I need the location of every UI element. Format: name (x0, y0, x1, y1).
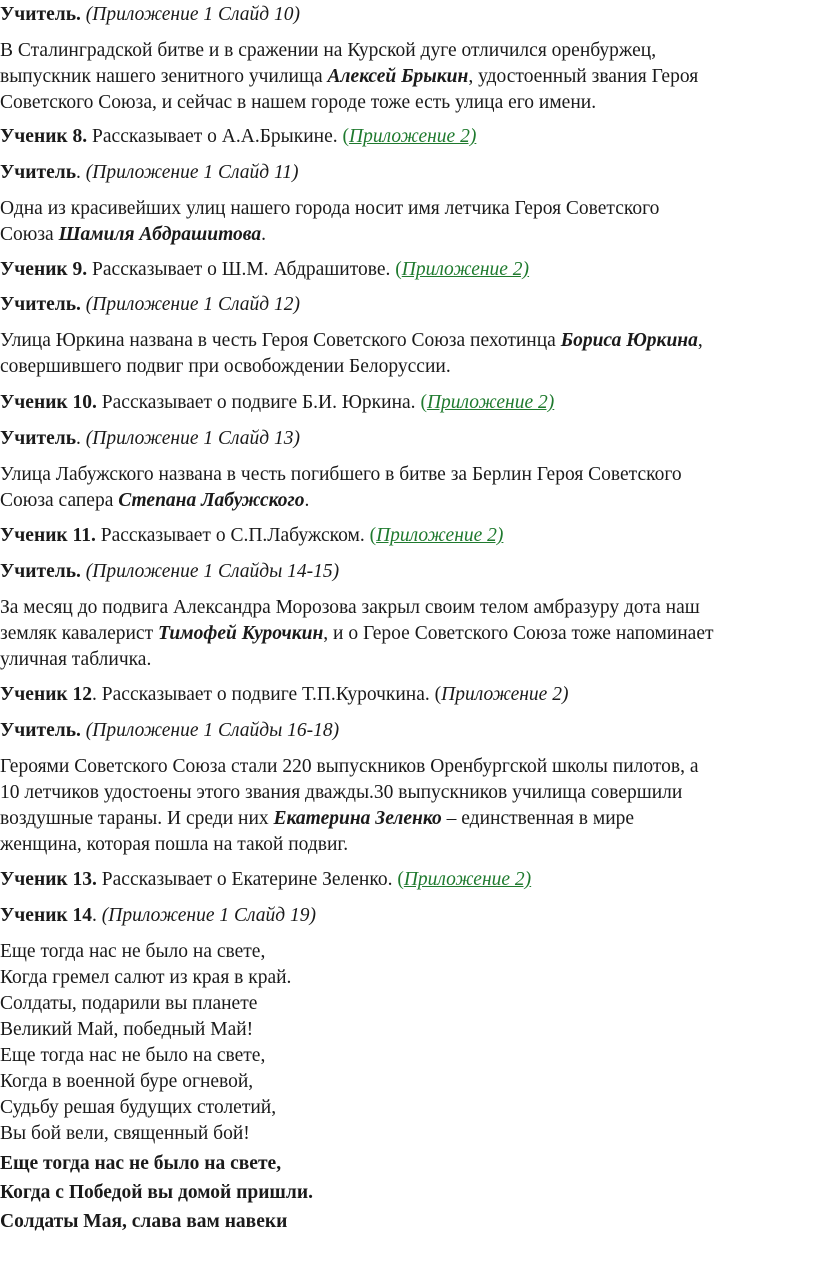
paren: ( (342, 126, 349, 147)
text-run: Рассказывает о Екатерине Зеленко. (96, 869, 398, 890)
text-run: Рассказывает о С.П.Лабужском. (95, 525, 370, 546)
poem-line: Судьбу решая будущих столетий, (0, 1097, 277, 1118)
hero-name: Тимофей Курочкин (157, 623, 324, 644)
speaker-label: Учитель (0, 162, 77, 183)
speaker-label: Ученик 14 (0, 905, 93, 926)
text-line: Героями Советского Союза стали 220 выпускников Оренбургской школы пилотов, а (0, 756, 699, 777)
text-run: , удостоенный звания Героя (468, 66, 699, 87)
text-line (0, 328, 816, 354)
speaker-label: Учитель. (0, 294, 81, 315)
text-line: совершившего подвиг при освобождении Белоруссии. (0, 356, 451, 377)
text-line: женщина, которая пошла на такой подвиг. (0, 834, 349, 855)
text-line: Советского Союза, и сейчас в нашем городе тоже есть улица его имени. (0, 92, 597, 113)
text-run: Улица Юркина названа в честь Героя Советского Союза пехотинца (0, 330, 561, 351)
teacher-line-slide-12 (0, 292, 816, 318)
paren: ( (397, 869, 404, 890)
paragraph-yurkin (0, 328, 816, 380)
appendix-reference: Приложение 2) (441, 684, 569, 705)
speaker-label: Ученик 8. (0, 126, 88, 147)
speaker-label: Ученик 10. (0, 392, 97, 413)
slide-reference: (Приложение 1 Слайды 16-18) (80, 720, 340, 741)
paragraph-labuzhsky (0, 462, 816, 514)
poem-line: Когда с Победой вы домой пришли. (0, 1182, 313, 1203)
speaker-label: Ученик 11. (0, 525, 96, 546)
text-run: Союза (0, 224, 59, 245)
text-run: Рассказывает о А.А.Брыкине. (87, 126, 343, 147)
appendix-2-link[interactable]: Приложение 2) (376, 525, 504, 546)
text-line: Одна из красивейших улиц нашего города носит имя летчика Героя Советского (0, 198, 660, 219)
text-run: – единственная в мире (441, 808, 635, 829)
text-run: . (261, 224, 266, 245)
poem-line: Еще тогда нас не было на свете, (0, 1045, 266, 1066)
speaker-label: Учитель. (0, 561, 81, 582)
text-run: . (92, 905, 102, 926)
poem-line: Когда в военной буре огневой, (0, 1071, 254, 1092)
paren: ( (369, 525, 377, 546)
speaker-label: Ученик 13. (0, 869, 97, 890)
text-run: . (76, 162, 86, 183)
text-line (0, 64, 816, 90)
teacher-line-slide-10 (0, 2, 816, 28)
text-run: воздушные тараны. И среди них (0, 808, 274, 829)
speaker-label: Учитель. (0, 720, 81, 741)
poem-bold-ending (0, 1149, 816, 1236)
text-run: . (76, 428, 86, 449)
poem-line: Великий Май, победный Май! (0, 1019, 254, 1040)
hero-name: Шамиля Абдрашитова (58, 224, 262, 245)
text-line: В Сталинградской битве и в сражении на Курской дуге отличился оренбуржец, (0, 40, 657, 61)
text-line: 10 летчиков удостоены этого звания дважды.30 выпускников училища совершили (0, 782, 683, 803)
poem-line: Еще тогда нас не было на свете, (0, 1153, 282, 1174)
text-run: . (304, 490, 310, 511)
text-line: За месяц до подвига Александра Морозова закрыл своим телом амбразуру дота наш (0, 597, 700, 618)
text-line (0, 621, 816, 647)
slide-reference: (Приложение 1 Слайд 10) (85, 4, 300, 25)
teacher-line-slides-16-18 (0, 718, 816, 744)
text-run: выпускник нашего зенитного училища (0, 66, 328, 87)
text-line: уличная табличка. (0, 649, 152, 670)
paren: ( (395, 259, 402, 280)
student-13-line (0, 867, 816, 893)
paragraph-brykin (0, 38, 816, 116)
teacher-line-slide-11 (0, 160, 816, 186)
text-line (0, 222, 816, 248)
teacher-line-slide-13 (0, 426, 816, 452)
poem (0, 939, 816, 1147)
text-run: . Рассказывает о подвиге Т.П.Курочкина. ( (92, 684, 442, 705)
poem-line: Солдаты Мая, слава вам навеки (0, 1211, 288, 1232)
paragraph-abdrashitov (0, 196, 816, 248)
poem-line: Еще тогда нас не было на свете, (0, 941, 266, 962)
paren: ( (420, 392, 427, 413)
paragraph-zelenko (0, 754, 816, 858)
student-8-line (0, 124, 816, 150)
appendix-2-link[interactable]: Приложение 2) (349, 126, 477, 147)
slide-reference: (Приложение 1 Слайд 11) (85, 162, 299, 183)
text-line: Улица Лабужского названа в честь погибшего в битве за Берлин Героя Советского (0, 464, 682, 485)
poem-line: Вы бой вели, священный бой! (0, 1123, 250, 1144)
hero-name: Степана Лабужского (118, 490, 305, 511)
student-10-line (0, 390, 816, 416)
poem-line: Солдаты, подарили вы планете (0, 993, 258, 1014)
slide-reference: (Приложение 1 Слайд 12) (80, 294, 300, 315)
text-run: , (697, 330, 703, 351)
text-run: Рассказывает о подвиге Б.И. Юркина. (96, 392, 421, 413)
hero-name: Бориса Юркина (560, 330, 698, 351)
paragraph-kurochkin (0, 595, 816, 673)
slide-reference: (Приложение 1 Слайд 13) (85, 428, 300, 449)
speaker-label: Учитель. (0, 4, 81, 25)
text-line (0, 488, 816, 514)
hero-name: Алексей Брыкин (327, 66, 469, 87)
appendix-2-link[interactable]: Приложение 2) (403, 869, 532, 890)
text-run: Рассказывает о Ш.М. Абдрашитове. (87, 259, 396, 280)
teacher-line-slides-14-15 (0, 559, 816, 585)
speaker-label: Ученик 9. (0, 259, 88, 280)
slide-reference: (Приложение 1 Слайды 14-15) (80, 561, 340, 582)
student-11-line (0, 523, 816, 549)
text-run: Союза сапера (0, 490, 119, 511)
slide-reference: (Приложение 1 Слайд 19) (101, 905, 316, 926)
poem-line: Когда гремел салют из края в край. (0, 967, 292, 988)
speaker-label: Учитель (0, 428, 77, 449)
student-12-line (0, 682, 816, 708)
appendix-2-link[interactable]: Приложение 2) (401, 259, 530, 280)
text-run: , и о Герое Советского Союза тоже напоминает (323, 623, 714, 644)
appendix-2-link[interactable]: Приложение 2) (426, 392, 555, 413)
student-14-line (0, 903, 816, 929)
speaker-label: Ученик 12 (0, 684, 93, 705)
hero-name: Екатерина Зеленко (273, 808, 442, 829)
text-line (0, 806, 816, 832)
text-run: земляк кавалерист (0, 623, 158, 644)
student-9-line (0, 257, 816, 283)
